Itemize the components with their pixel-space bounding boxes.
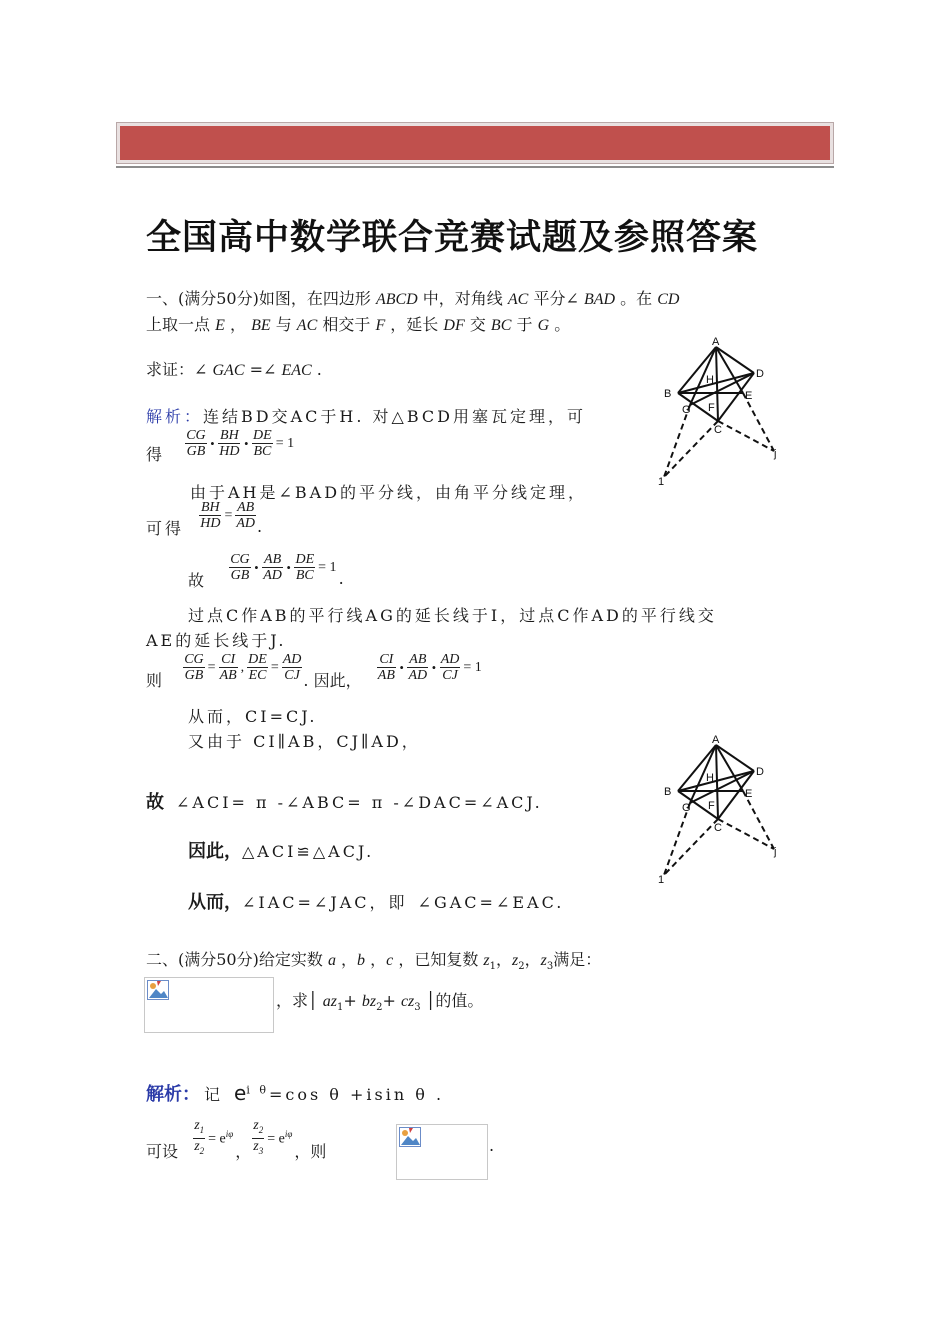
math: E <box>215 317 225 334</box>
solution1-line1 <box>146 404 586 427</box>
math: F <box>375 317 386 334</box>
text: 上取一点 <box>146 315 216 334</box>
fraction <box>252 1118 264 1159</box>
text: 。在 <box>615 289 658 308</box>
text: =cos θ +isin θ . <box>268 1085 445 1104</box>
fraction <box>218 428 240 459</box>
image-placeholder <box>144 977 274 1033</box>
equals: = <box>270 659 279 675</box>
broken-image-icon <box>399 1127 421 1147</box>
label-J: j <box>774 846 777 858</box>
math: cz <box>400 993 415 1010</box>
fraction <box>229 552 250 583</box>
page-title: 全国高中数学联合竞赛试题及参照答案 <box>146 218 759 258</box>
solution1-line3: 由于AH是∠BAD的平分线，由角平分线定理， <box>190 483 588 502</box>
superscript: iφ <box>225 1128 234 1139</box>
math: DF <box>443 317 465 334</box>
label-A: A <box>712 734 720 746</box>
text: △ACI≌△ACJ. <box>242 842 375 861</box>
label-F: F <box>708 402 715 414</box>
label-H: H <box>706 374 714 386</box>
subscript: 2 <box>258 1124 264 1135</box>
solution1-ceva <box>146 428 296 465</box>
text: ∠GAC=∠EAC. <box>417 893 565 912</box>
math: z <box>540 952 547 969</box>
fraction <box>199 500 221 531</box>
denominator: AD <box>236 516 256 531</box>
fraction <box>183 652 204 683</box>
text: ， <box>496 950 513 969</box>
text: 可设 <box>146 1141 179 1161</box>
text: 连结BD交AC于H. 对△BCD用塞瓦定理，可 <box>203 407 586 426</box>
equation-rhs <box>267 1129 292 1148</box>
solution1-line11 <box>146 788 543 814</box>
text: 得 <box>146 445 163 464</box>
solution-label: 解析： <box>146 1084 200 1105</box>
problem1-line1 <box>146 286 679 309</box>
numerator: AB <box>409 652 427 667</box>
fraction <box>294 552 315 583</box>
label-B: B <box>664 786 672 798</box>
text: 二、(满分50分)给定实数 <box>146 950 328 969</box>
text: ∠IAC=∠JAC，即 <box>242 893 408 912</box>
math: z <box>512 952 519 969</box>
solution2-period: . <box>489 1136 495 1155</box>
numerator: DE <box>253 428 272 443</box>
subscript: 3 <box>546 961 554 973</box>
math: z <box>194 1118 200 1133</box>
quadrilateral-figure-2 <box>650 733 790 893</box>
banner-underline <box>116 166 834 168</box>
label-F: F <box>708 800 715 812</box>
subscript: 2 <box>376 1002 383 1014</box>
denominator: GB <box>184 668 204 683</box>
math: AC <box>296 317 318 334</box>
denominator <box>252 1139 264 1159</box>
fraction <box>377 652 396 683</box>
text: ，延长 <box>385 315 444 334</box>
solution1-line13 <box>188 888 564 914</box>
fraction <box>219 652 238 683</box>
math: = e <box>208 1131 226 1147</box>
text: . <box>311 360 322 379</box>
broken-image-icon <box>147 980 169 1000</box>
text: + <box>382 991 401 1010</box>
header-banner <box>116 122 834 164</box>
equals: = 1 <box>275 435 295 451</box>
equals: = 1 <box>463 659 482 675</box>
math: bz <box>361 993 377 1010</box>
math: BAD <box>583 291 616 308</box>
solution2-line2 <box>146 1118 326 1162</box>
fraction <box>407 652 428 683</box>
label-E: E <box>745 788 753 800</box>
math: G <box>537 317 550 334</box>
text: │的值。 <box>420 991 484 1010</box>
fraction <box>193 1118 205 1159</box>
problem1-prove <box>146 357 322 380</box>
denominator: HD <box>200 516 221 531</box>
denominator: CJ <box>442 668 458 683</box>
subscript: 1 <box>489 961 497 973</box>
problem2-line1 <box>146 947 601 972</box>
solution1-then <box>146 652 484 691</box>
text: 求证：∠ <box>146 360 213 379</box>
comma: ， <box>235 1141 252 1161</box>
numerator: AD <box>440 652 460 667</box>
denominator: AD <box>263 568 282 583</box>
fraction <box>440 652 461 683</box>
label-C: C <box>714 822 722 834</box>
text: 中，对角线 <box>417 289 508 308</box>
math: AC <box>507 291 529 308</box>
numerator: CG <box>184 652 204 667</box>
solution1-bisector <box>146 500 262 539</box>
problem2-line2 <box>276 988 483 1013</box>
subscript: 1 <box>336 1002 344 1014</box>
text: 满足： <box>553 950 602 969</box>
equals: = <box>207 659 216 675</box>
math: GAC <box>212 362 245 379</box>
math: z <box>253 1138 259 1154</box>
math: z <box>194 1138 200 1154</box>
quadrilateral-figure <box>650 335 790 495</box>
text: ∠ACI= π -∠ABC= π -∠DAC=∠ACJ. <box>176 793 543 812</box>
math: a <box>327 952 336 969</box>
math: = e <box>267 1131 285 1147</box>
numerator: CG <box>186 428 206 443</box>
denominator: HD <box>219 444 240 459</box>
solution1-line9: 从而，CI=CJ. <box>188 707 318 726</box>
dot: · <box>209 434 216 453</box>
fraction <box>185 428 206 459</box>
numerator: AB <box>237 500 255 515</box>
text: ，求│ <box>276 991 323 1010</box>
period: . <box>257 517 263 536</box>
text: 平分∠ <box>528 289 584 308</box>
denominator: AD <box>408 668 428 683</box>
math: z <box>253 1118 259 1133</box>
label-I: 1 <box>658 874 665 886</box>
denominator: EC <box>248 668 267 683</box>
math: BE <box>251 317 271 334</box>
fraction <box>235 500 256 531</box>
math: az <box>322 993 337 1010</box>
subscript: 2 <box>199 1145 205 1156</box>
numerator: AD <box>282 652 302 667</box>
numerator: AB <box>264 552 282 567</box>
fraction <box>262 552 283 583</box>
math: BC <box>490 317 512 334</box>
text: 交 <box>464 315 491 334</box>
denominator: CJ <box>284 668 300 683</box>
numerator: BH <box>200 500 220 515</box>
text: ， <box>224 315 252 334</box>
label-D: D <box>756 368 764 380</box>
text: 从而， <box>188 892 242 913</box>
banner-bar <box>120 126 830 160</box>
label-G: G <box>682 404 691 416</box>
label-A: A <box>712 336 720 348</box>
numerator: DE <box>295 552 315 567</box>
text: 故 <box>188 571 205 590</box>
math: c <box>386 952 394 969</box>
label-G: G <box>682 802 691 814</box>
dot: · <box>243 434 250 453</box>
text: 记 <box>204 1085 221 1104</box>
solution2-line1 <box>146 1080 444 1106</box>
denominator: AB <box>219 668 237 683</box>
solution-label: 解析： <box>146 407 204 426</box>
text: 可得 <box>146 519 185 538</box>
dot: · <box>398 658 405 677</box>
denominator: BC <box>253 444 272 459</box>
subscript: 3 <box>414 1002 421 1014</box>
label-D: D <box>756 766 764 778</box>
dot: · <box>285 558 292 577</box>
solution1-line12 <box>188 837 374 863</box>
text: 一、(满分50分)如图，在四边形 <box>146 289 376 308</box>
text: . 因此， <box>303 671 362 690</box>
denominator: AB <box>377 668 395 683</box>
label-I: 1 <box>658 476 665 488</box>
text: ，已知复数 <box>393 950 484 969</box>
superscript: i θ <box>246 1083 269 1097</box>
text: 则 <box>146 671 163 690</box>
numerator: BH <box>220 428 239 443</box>
fraction <box>247 652 268 683</box>
math: ABCD <box>375 291 418 308</box>
solution1-line7: AE的延长线于J. <box>146 631 287 650</box>
text: ，则 <box>294 1141 327 1161</box>
text: ， <box>365 950 387 969</box>
denominator: BC <box>295 568 314 583</box>
text: 因此， <box>188 841 242 862</box>
denominator: GB <box>186 444 206 459</box>
equals: = <box>224 507 233 523</box>
superscript: iφ <box>284 1128 293 1139</box>
fraction <box>282 652 303 683</box>
dot: · <box>253 558 260 577</box>
image-placeholder <box>396 1124 488 1180</box>
fraction <box>252 428 273 459</box>
solution1-line10: 又由于 CI∥AB，CJ∥AD， <box>188 732 421 751</box>
label-J: j <box>774 448 777 460</box>
math: b <box>357 952 366 969</box>
numerator: CI <box>219 652 238 668</box>
numerator: CG <box>230 552 250 567</box>
math: z <box>483 952 490 969</box>
text: 故 <box>146 792 164 813</box>
equals: = 1 <box>318 559 337 575</box>
text: ， <box>335 950 358 969</box>
dot: · <box>431 658 437 677</box>
text: 于 <box>511 315 538 334</box>
text: 。 <box>549 315 571 334</box>
solution1-therefore <box>188 552 344 591</box>
numerator <box>193 1118 205 1139</box>
math: e <box>234 1081 247 1105</box>
problem1-line2 <box>146 312 570 335</box>
label-B: B <box>664 388 672 400</box>
label-E: E <box>745 390 753 402</box>
subscript: 2 <box>518 961 525 973</box>
period: . <box>338 569 344 588</box>
subscript: 3 <box>258 1145 264 1156</box>
math: EAC <box>281 362 312 379</box>
equation-rhs <box>208 1129 233 1148</box>
numerator: CI <box>377 652 396 668</box>
text: =∠ <box>244 360 282 379</box>
text: ， <box>524 950 541 969</box>
denominator: GB <box>230 568 250 583</box>
label-H: H <box>706 772 714 784</box>
solution1-line6: 过点C作AB的平行线AG的延长线于I，过点C作AD的平行线交 <box>188 606 717 625</box>
comma: , <box>240 659 245 675</box>
label-C: C <box>714 424 722 436</box>
numerator: DE <box>248 652 267 667</box>
text: 与 <box>270 315 297 334</box>
denominator <box>193 1139 205 1159</box>
subscript: 1 <box>199 1124 205 1135</box>
math: CD <box>657 291 680 308</box>
numerator <box>252 1118 264 1139</box>
text: + <box>343 991 362 1010</box>
text: 相交于 <box>317 315 376 334</box>
